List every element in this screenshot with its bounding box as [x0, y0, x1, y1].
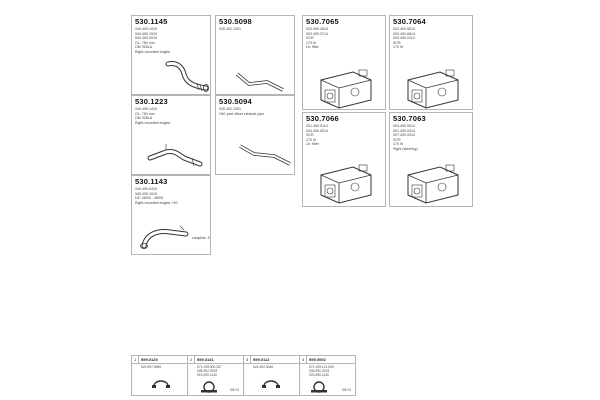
product-details: 940.490.0419 940.490.1519 HZ: 08/04 - 08/05 Right-mounted engine, HG: [135, 187, 178, 205]
bent-exhaust-pipe-icon: [231, 66, 291, 94]
product-card-530-1223: [131, 95, 211, 175]
pipe-clamp-icon: [260, 376, 282, 392]
product-card-530-1143: [131, 175, 211, 255]
product-details: 940.490.1419 OL: 750 mm OM 926LA Right-mounted engine: [135, 107, 171, 125]
product-details: 930.492.1301: [219, 27, 241, 31]
product-card-530-7066: [302, 112, 386, 207]
drawing-label: complete -5: [192, 236, 210, 240]
product-code: 530.1223: [135, 97, 168, 106]
product-code: 530.1145: [135, 17, 168, 26]
product-details: 003.490.4514 003.490.3714 SCR 170 ltr Ltr. filter: [306, 27, 328, 50]
muffler-box-icon: [315, 66, 377, 110]
accessory-cell: 4 599.0052 071.199.121.000 030.990.2215 023.490.1140 Ø10.5: [300, 356, 355, 395]
accessory-cell: 3 599.0112 024.492.3040: [244, 356, 300, 395]
muffler-box-icon: [402, 161, 464, 205]
bent-exhaust-pipe-icon: [136, 216, 196, 252]
accessories-table: [131, 355, 356, 396]
product-details: 940.490.1919 944.490.1919 944.490.0919 OL: 760 mm OM 926LA Right-mounted engine: [135, 27, 171, 54]
bent-exhaust-pipe-icon: [234, 140, 294, 168]
pipe-clamp-icon: [308, 380, 330, 394]
product-code: 530.7064: [393, 17, 426, 26]
accessory-cell: 1 599.0125 920.997.0590: [132, 356, 188, 395]
product-code: 530.1143: [135, 177, 168, 186]
product-card-530-7065: [302, 15, 386, 110]
product-card-530-5094: [215, 95, 295, 175]
product-code: 530.7063: [393, 114, 426, 123]
product-details: 001.490.0114 004.490.0014 SCR 170 ltr Ltr. filter: [306, 124, 328, 147]
product-details: 003.490.5014 003.490.6814 004.490.0114 SCR 170 ltr: [393, 27, 415, 50]
pipe-clamp-icon: [198, 380, 220, 394]
product-code: 530.7065: [306, 17, 339, 26]
bent-exhaust-pipe-icon: [146, 138, 206, 170]
bent-exhaust-pipe-icon: [162, 58, 212, 94]
product-card-530-1145: [131, 15, 211, 95]
muffler-box-icon: [402, 66, 464, 110]
product-code: 530.7066: [306, 114, 339, 123]
accessory-cell: 2 599.3141 071.199.000.307 026.992.2919 015.490.1140 Ø10.5: [188, 356, 244, 395]
product-card-530-5098: [215, 15, 295, 95]
muffler-box-icon: [315, 161, 377, 205]
product-details: 930.492.2301 OM; part offset exhaust pipe: [219, 107, 265, 116]
product-details: 004.490.5014 001.490.0314 007.490.0314 SCR 170 ltr Right (steering): [393, 124, 418, 151]
product-card-530-7063: [389, 112, 473, 207]
product-code: 530.5098: [219, 17, 252, 26]
product-code: 530.5094: [219, 97, 252, 106]
pipe-clamp-icon: [150, 376, 172, 392]
product-card-530-7064: [389, 15, 473, 110]
